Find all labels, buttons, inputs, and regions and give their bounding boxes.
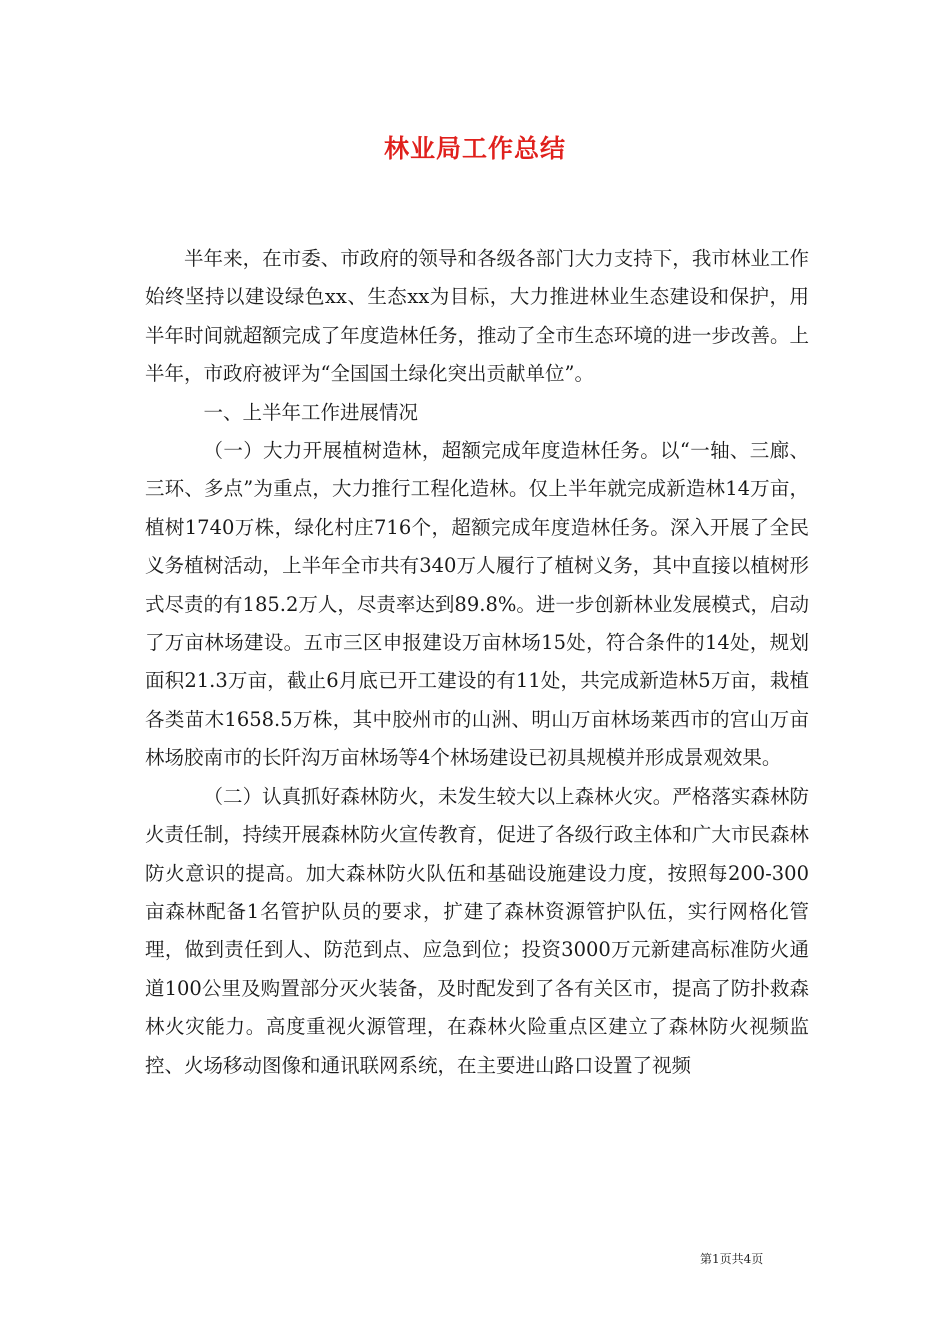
intro-paragraph: 半年来，在市委、市政府的领导和各级各部门大力支持下，我市林业工作始终坚持以建设绿色xx、生态xx为目标，大力推进林业生态建设和保护，用半年时间就超额完成了年度造林任务，推动了全市生态环境的进一步改善。上半年，市政府被评为“全国国土绿化突出贡献单位”。	[145, 247, 809, 386]
document-body	[145, 240, 809, 1085]
page-number-footer: 第1页共4页	[700, 1252, 764, 1266]
afforestation-paragraph: （一）大力开展植树造林，超额完成年度造林任务。以“一轴、三廊、三环、多点”为重点，大力推行工程化造林。仅上半年就完成新造林14万亩，植树1740万株，绿化村庄716个，超额完成年度造林任务。深入开展了全民义务植树活动，上半年全市共有340万人履行了植树义务，其中直接以植树形式尽责的有185.2万人，尽责率达到89.8%。进一步创新林业发展模式，启动了万亩林场建设。五市三区申报建设万亩林场15处，符合条件的14处，规划面积21.3万亩，截止6月底已开工建设的有11处，共完成新造林5万亩，栽植各类苗木1658.5万株，其中胶州市的山洲、明山万亩林场莱西市的宫山万亩林场胶南市的长阡沟万亩林场等4个林场建设已初具规模并形成景观效果。	[145, 439, 809, 770]
section-heading: 一、上半年工作进展情况	[203, 400, 419, 424]
fire-prevention-paragraph: （二）认真抓好森林防火，未发生较大以上森林火灾。严格落实森林防火责任制，持续开展森林防火宣传教育，促进了各级行政主体和广大市民森林防火意识的提高。加大森林防火队伍和基础设施建设力度，按照每200-300亩森林配备1名管护队员的要求，扩建了森林资源管护队伍，实行网格化管理，做到责任到人、防范到点、应急到位；投资3000万元新建高标准防火通道100公里及购置部分灭火装备，及时配发到了各有关区市，提高了防扑救森林火灾能力。高度重视火源管理，在森林火险重点区建立了森林防火视频监控、火场移动图像和通讯联网系统，在主要进山路口设置了视频	[145, 784, 809, 1077]
document-title: 林业局工作总结	[383, 134, 566, 163]
